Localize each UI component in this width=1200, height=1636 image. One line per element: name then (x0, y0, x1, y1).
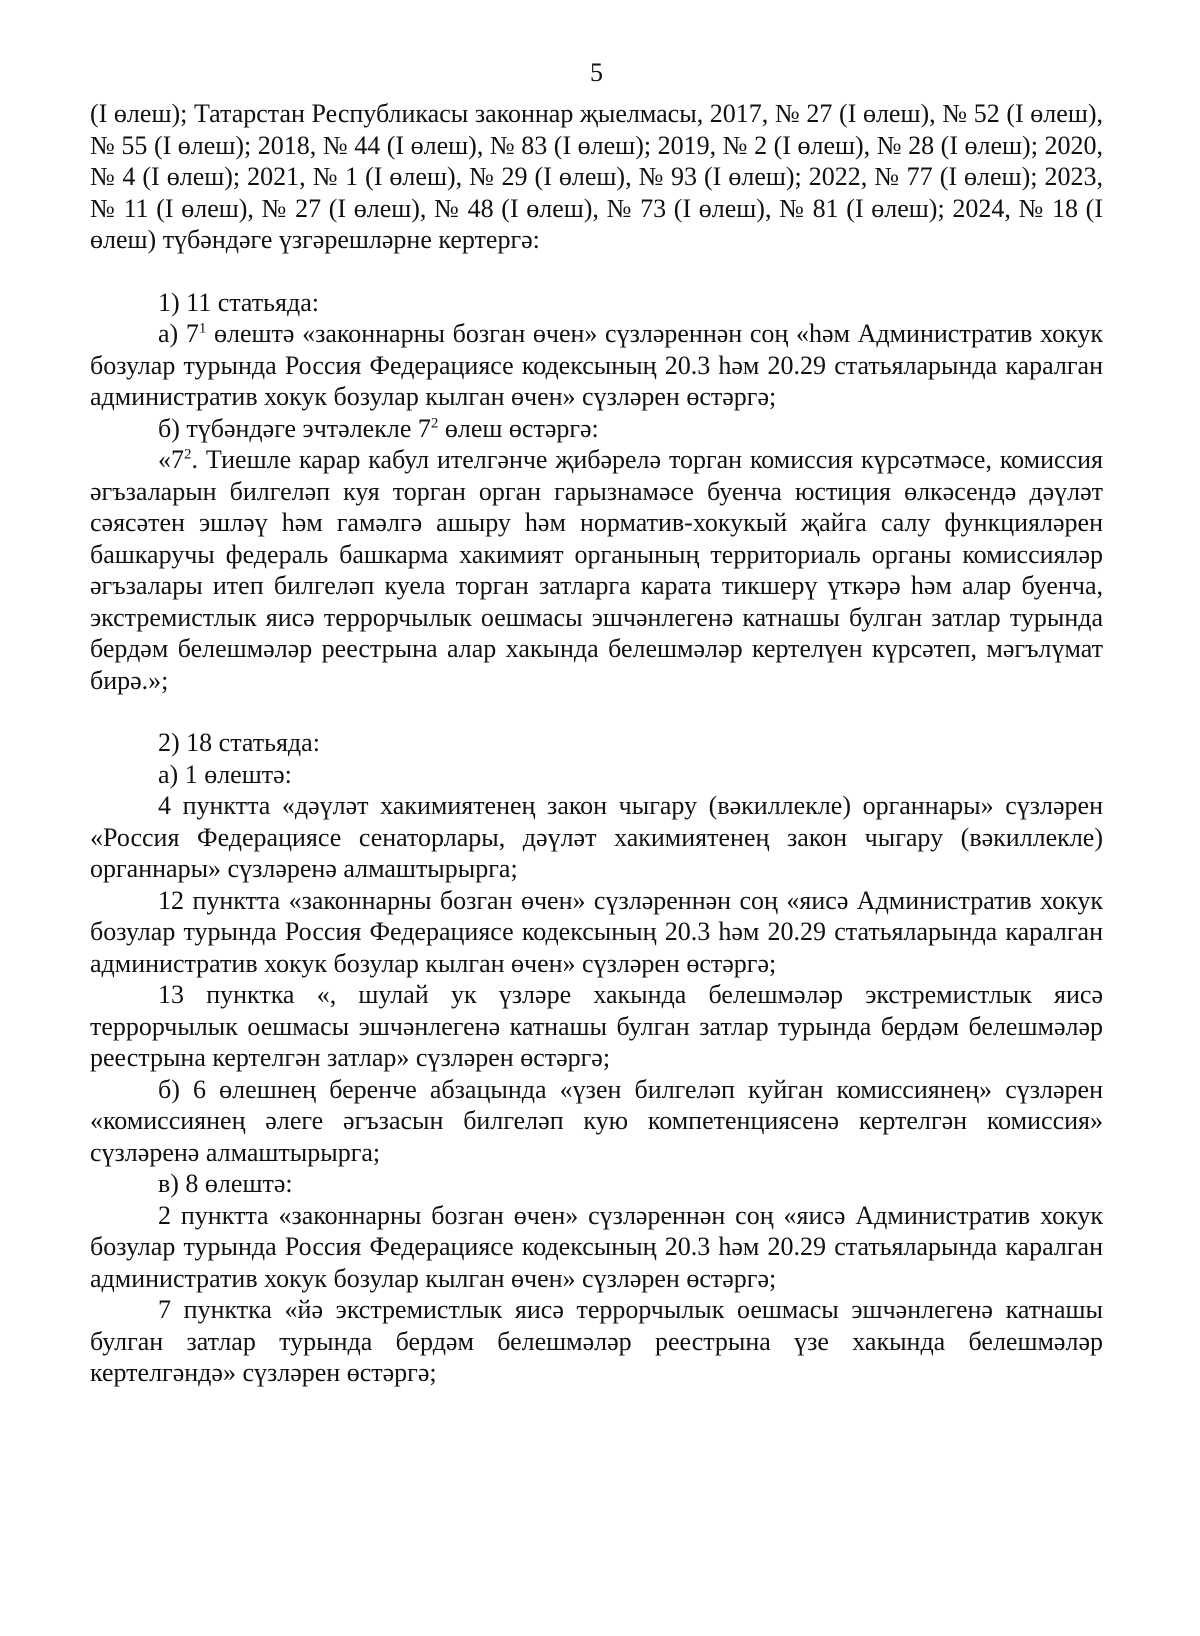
article-18-point-4: 4 пунктта «дәүләт хакимиятенең закон чыгару (вәкиллекле) органнары» сүзләрен «Россия Федерациясе сенаторлары, дәүләт хакимиятенең закон чыгару (вәкиллекле) органнары» сүзләренә алмаштырырга; (90, 791, 1103, 883)
superscript: 1 (198, 320, 207, 337)
superscript: 2 (184, 446, 192, 463)
spacer (90, 696, 1103, 727)
item-b-prefix: б) түбәндәге эчтәлекле 7 (158, 413, 431, 443)
item-a-prefix: а) 7 (158, 319, 199, 348)
article-18-part-8-point-2: 2 пунктта «законнарны бозган өчен» сүзләреннән соң «яисә Административ хокук бозулар турында Россия Федерациясе кодексының 20.3 һәм 20.29 статьяларында каралган административ хокук бозулар кылган өчен» сүзләрен өстәргә; (90, 1200, 1103, 1293)
page-number: 5 (590, 58, 603, 87)
superscript: 2 (430, 414, 439, 431)
article-18-item-a: а) 1 өлештә: (158, 759, 292, 789)
article-18-item-b: б) 6 өлешнең беренче абзацында «үзен билгеләп куйган комиссиянең» сүзләрен «комиссиянең әлеге әгъзасын билгеләп кую компетенциясенә кертелгән комиссия» сүзләренә алмаштырырга; (90, 1074, 1103, 1167)
quote-prefix: «7 (158, 445, 184, 474)
article-11-heading: 1) 11 статьяда: (158, 287, 319, 317)
article-11-new-part-quote (90, 444, 1103, 696)
intro-paragraph: (I өлеш); Татарстан Республикасы законнар җыелмасы, 2017, № 27 (I өлеш), № 52 (I өлеш), № 55 (I өлеш); 2018, № 44 (I өлеш), № 83 (I өлеш); 2019, № 2 (I өлеш), № 28 (I өлеш); 2020, № 4 (I өлеш); 2021, № 1 (I өлеш), № 29 (I өлеш), № 93 (I өлеш); 2022, № 77 (I өлеш); 2023, № 11 (I өлеш), № 27 (I өлеш), № 48 (I өлеш), № 73 (I өлеш), № 81 (I өлеш); 2024, № 18 (I өлеш) түбәндәге үзгәрешләрне кертергә: (90, 99, 1103, 254)
article-11-item-a (90, 318, 1103, 413)
article-18-point-12: 12 пунктта «законнарны бозган өчен» сүзләреннән соң «яисә Административ хокук бозулар турында Россия Федерациясе кодексының 20.3 һәм 20.29 статьяларында каралган административ хокук бозулар кылган өчен» сүзләрен өстәргә; (90, 885, 1103, 978)
item-a-text: өлештә «законнарны бозган өчен» сүзләреннән соң «һәм Административ хокук бозулар турында Россия Федерациясе кодексының 20.3 һәм 20.29 статьяларында каралган административ хокук бозулар кылган өчен» сүзләрен өстәргә; (90, 319, 1103, 411)
spacer (90, 256, 1103, 287)
article-18-heading: 2) 18 статьяда: (158, 728, 320, 757)
quote-text: . Тиешле карар кабул ителгәнче җибәрелә торган комиссия күрсәтмәсе, комиссия әгъзаларын билгеләп куя торган орган гарызнамәсе буенча юстиция өлкәсендә дәүләт сәясәтен эшләү һәм гамәлгә ашыру һәм норматив-хокукый җайга салу функцияләрен башкаручы федераль башкарма хакимият органының территориаль органы комиссияләр әгъзалары итеп билгеләп куела торган затларга карата тикшерү үткәрә һәм алар буенча, экстремистлык яисә террорчылык оешмасы эшчәнлегенә катнашы булган затлар турында бердәм белешмәләр реестрына алар хакында белешмәләр кертелүен күрсәтеп, мәгълүмат бирә.»; (90, 445, 1103, 695)
article-11-item-b (90, 413, 1103, 445)
item-b-text: өлеш өстәргә: (438, 413, 599, 443)
article-18-item-v: в) 8 өлештә: (158, 1169, 293, 1198)
article-18-point-13: 13 пунктка «, шулай ук үзләре хакында белешмәләр экстремистлык яисә террорчылык оешмасы эшчәнлегенә катнашы булган затлар турында бердәм белешмәләр реестрына кертелгән затлар» сүзләрен өстәргә; (90, 980, 1103, 1072)
article-18-part-8-point-7: 7 пунктка «йә экстремистлык яисә террорчылык оешмасы эшчәнлегенә катнашы булган затлар турында бердәм белешмәләр реестрына үзе хакында белешмәләр кертелгәндә» сүзләрен өстәргә; (90, 1295, 1103, 1387)
